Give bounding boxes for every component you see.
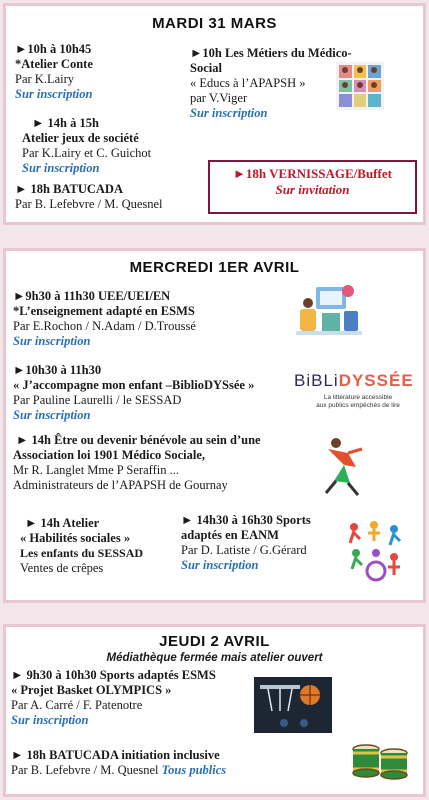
invitation-note: Sur invitation: [275, 182, 350, 197]
event-batucada-inclusive: [11, 748, 226, 778]
event-host: Les enfants du SESSAD: [20, 546, 144, 560]
day-title: MARDI 31 MARS: [152, 15, 277, 32]
event-host: Par K.Lairy: [15, 72, 75, 86]
logo-word-a: BiBLi: [294, 371, 339, 390]
event-time: ►9h30 à 11h30 UEE/UEI/EN: [13, 289, 171, 303]
event-name: « J’accompagne mon enfant –BiblioDYSsée »: [13, 378, 255, 392]
event-time-cont: Association loi 1901 Médico Sociale,: [13, 448, 205, 462]
event-time: ► 14h30 à 16h30 Sports: [181, 513, 311, 527]
day-title: JEUDI 2 AVRIL: [159, 633, 270, 650]
event-habilites: [20, 516, 143, 576]
registration-note: Sur inscription: [13, 334, 91, 348]
event-host: Mr R. Langlet Mme P Seraffin ...: [13, 463, 179, 477]
event-time-cont: adaptés en EANM: [181, 528, 279, 542]
sports-pictograms-icon: [344, 519, 404, 585]
event-bibliodyssee: [13, 363, 254, 423]
registration-note: Sur inscription: [22, 161, 100, 175]
audience-note: Tous publics: [161, 763, 227, 777]
event-time: ►10h30 à 11h30: [13, 363, 102, 377]
event-time: ► 9h30 à 10h30 Sports adaptés ESMS: [11, 668, 216, 682]
registration-note: Sur inscription: [15, 87, 93, 101]
day-title: MERCREDI 1ER AVRIL: [129, 259, 300, 276]
event-time: ► 14h Être ou devenir bénévole au sein d’une: [16, 433, 261, 447]
event-jeux-societe: [22, 116, 151, 176]
event-name: « Habilités sociales »: [20, 531, 131, 545]
registration-note: Sur inscription: [181, 558, 259, 572]
event-host: Par B. Lefebvre / M. Quesnel: [15, 197, 163, 211]
event-time: ►18h VERNISSAGE/Buffet: [233, 166, 392, 181]
event-host: Par D. Latiste / G.Gérard: [181, 543, 307, 557]
logo-tagline-cont: aux publics empêchés de lire: [316, 402, 400, 409]
event-time-cont: Social: [190, 61, 222, 75]
day-panel-tuesday: [3, 3, 426, 225]
registration-note: Sur inscription: [190, 106, 268, 120]
classroom-illustration-icon: [294, 281, 364, 337]
event-host: Par A. Carré / F. Patenotre: [11, 698, 143, 712]
event-name: Atelier jeux de société: [22, 131, 139, 145]
event-sports-eanm: [181, 513, 311, 573]
event-basket-olympics: [11, 668, 216, 728]
people-collage-icon: [336, 62, 384, 110]
event-time: ►10h à 10h45: [15, 42, 92, 56]
vernissage-box: [208, 160, 417, 214]
event-benevole: [13, 433, 261, 493]
logo-word-b: DYSSÉE: [338, 371, 414, 390]
event-name: *L’enseignement adapté en ESMS: [13, 304, 195, 318]
event-host-cont: Administrateurs de l’APAPSH de Gournay: [13, 478, 228, 492]
event-atelier-conte: [15, 42, 93, 102]
basketball-photo-icon: [254, 677, 332, 733]
event-time: ► 14h Atelier: [25, 516, 100, 530]
event-metiers: [190, 46, 352, 121]
event-name: « Projet Basket OLYMPICS »: [11, 683, 172, 697]
event-host: Par E.Rochon / N.Adam / D.Troussé: [13, 319, 196, 333]
day-subtitle: Médiathèque fermée mais atelier ouvert: [106, 652, 323, 664]
event-time: ► 18h BATUCADA: [15, 182, 123, 196]
registration-note: Sur inscription: [11, 713, 89, 727]
event-name: « Educs à l’APAPSH »: [190, 76, 306, 90]
event-host-cont: Ventes de crêpes: [20, 561, 104, 575]
registration-note: Sur inscription: [13, 408, 91, 422]
logo-tagline: La littérature accessible: [323, 394, 393, 401]
day-panel-thursday: [3, 624, 426, 797]
event-host: Par B. Lefebvre / M. Quesnel: [11, 763, 159, 777]
event-batucada: [15, 182, 163, 212]
volunteer-figure-icon: [322, 437, 364, 499]
day-panel-wednesday: [3, 248, 426, 603]
drums-icon: [350, 739, 410, 781]
event-time: ►10h Les Métiers du Médico-: [190, 46, 352, 60]
event-time: ► 14h à 15h: [32, 116, 99, 130]
event-host: Par K.Lairy et C. Guichot: [22, 146, 152, 160]
event-name: *Atelier Conte: [15, 57, 93, 71]
bibliodyssee-logo: [294, 371, 422, 410]
event-time: ► 18h BATUCADA initiation inclusive: [11, 748, 220, 762]
event-host: Par Pauline Laurelli / le SESSAD: [13, 393, 182, 407]
event-enseignement: [13, 289, 196, 349]
event-host: par V.Viger: [190, 91, 248, 105]
